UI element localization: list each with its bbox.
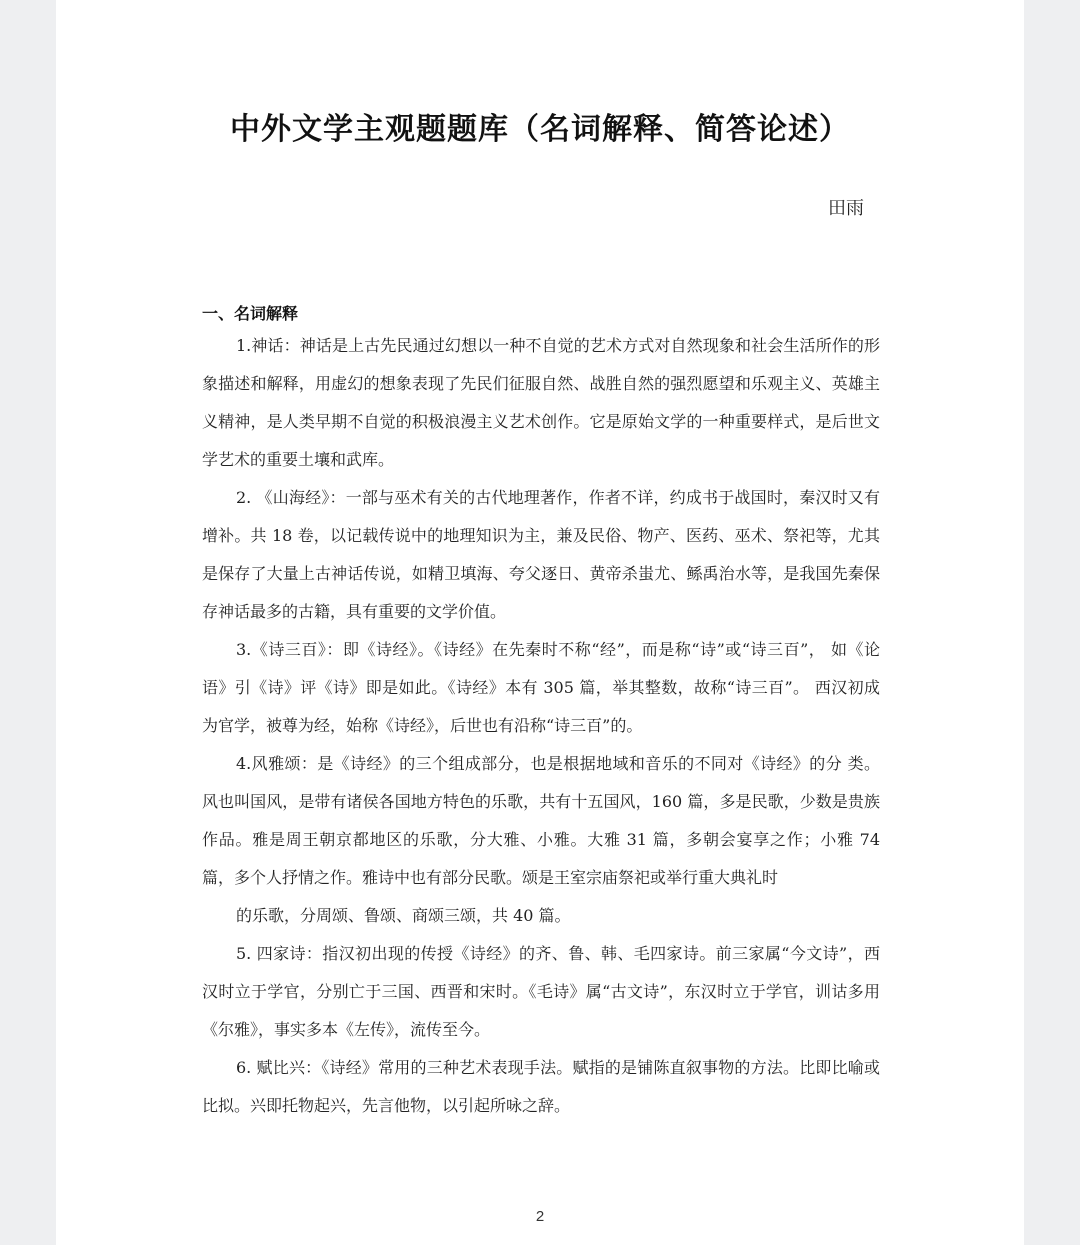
paragraph-2-shanhaijing: 2. 《山海经》：一部与巫术有关的古代地理著作，作者不详，约成书于战国时，秦汉时又有增补。共 18 卷，以记载传说中的地理知识为主，兼及民俗、物产、医药、巫术、祭祀等，尤其是保存了大量上古神话传说，如精卫填海、夸父逐日、黄帝杀蚩尤、鲧禹治水等，是我国先秦保存神话最多的古籍，具有重要的文学价值。 xyxy=(202,488,880,621)
paragraph-6-fubixing: 6. 赋比兴：《诗经》常用的三种艺术表现手法。赋指的是铺陈直叙事物的方法。比即比喻或比拟。兴即托物起兴，先言他物，以引起所咏之辞。 xyxy=(202,1058,880,1115)
section-heading: 一、名词解释 xyxy=(202,304,299,323)
document-page xyxy=(56,0,1024,1245)
document-title: 中外文学主观题题库（名词解释、简答论述） xyxy=(230,112,850,147)
paragraph-4-continuation: 的乐歌，分周颂、鲁颂、商颂三颂，共 40 篇。 xyxy=(236,906,571,925)
paragraph-3-shisanbai: 3.《诗三百》：即《诗经》。《诗经》在先秦时不称“经”，而是称“诗”或“诗三百”， 如《论语》引《诗》评《诗》即是如此。《诗经》本有 305 篇，举其整数，故称“诗三百”。 西汉初成为官学，被尊为经，始称《诗经》，后世也有沿称“诗三百”的。 xyxy=(202,640,880,735)
paragraph-4-fengyasong: 4.风雅颂：是《诗经》的三个组成部分，也是根据地域和音乐的不同对《诗经》的分 类。风也叫国风，是带有诸侯各国地方特色的乐歌，共有十五国风，160 篇，多是民歌，少数是贵族作品。雅是周王朝京都地区的乐歌，分大雅、小雅。大雅 31 篇，多朝会宴享之作；小雅 74 篇，多个人抒情之作。雅诗中也有部分民歌。颂是王室宗庙祭祀或举行重大典礼时 xyxy=(202,754,880,887)
page-number: 2 xyxy=(535,1208,545,1225)
body-text xyxy=(202,327,880,1125)
paragraph-1-myth: 1.神话：神话是上古先民通过幻想以一种不自觉的艺术方式对自然现象和社会生活所作的形象描述和解释，用虚幻的想象表现了先民们征服自然、战胜自然的强烈愿望和乐观主义、英雄主义精神，是人类早期不自觉的积极浪漫主义艺术创作。它是原始文学的一种重要样式，是后世文学艺术的重要土壤和武库。 xyxy=(202,336,880,469)
paragraph-5-sijiashi: 5. 四家诗：指汉初出现的传授《诗经》的齐、鲁、韩、毛四家诗。前三家属“今文诗”，西汉时立于学官，分别亡于三国、西晋和宋时。《毛诗》属“古文诗”，东汉时立于学官，训诂多用《尔雅》，事实多本《左传》，流传至今。 xyxy=(202,944,880,1039)
author-name: 田雨 xyxy=(828,198,864,219)
